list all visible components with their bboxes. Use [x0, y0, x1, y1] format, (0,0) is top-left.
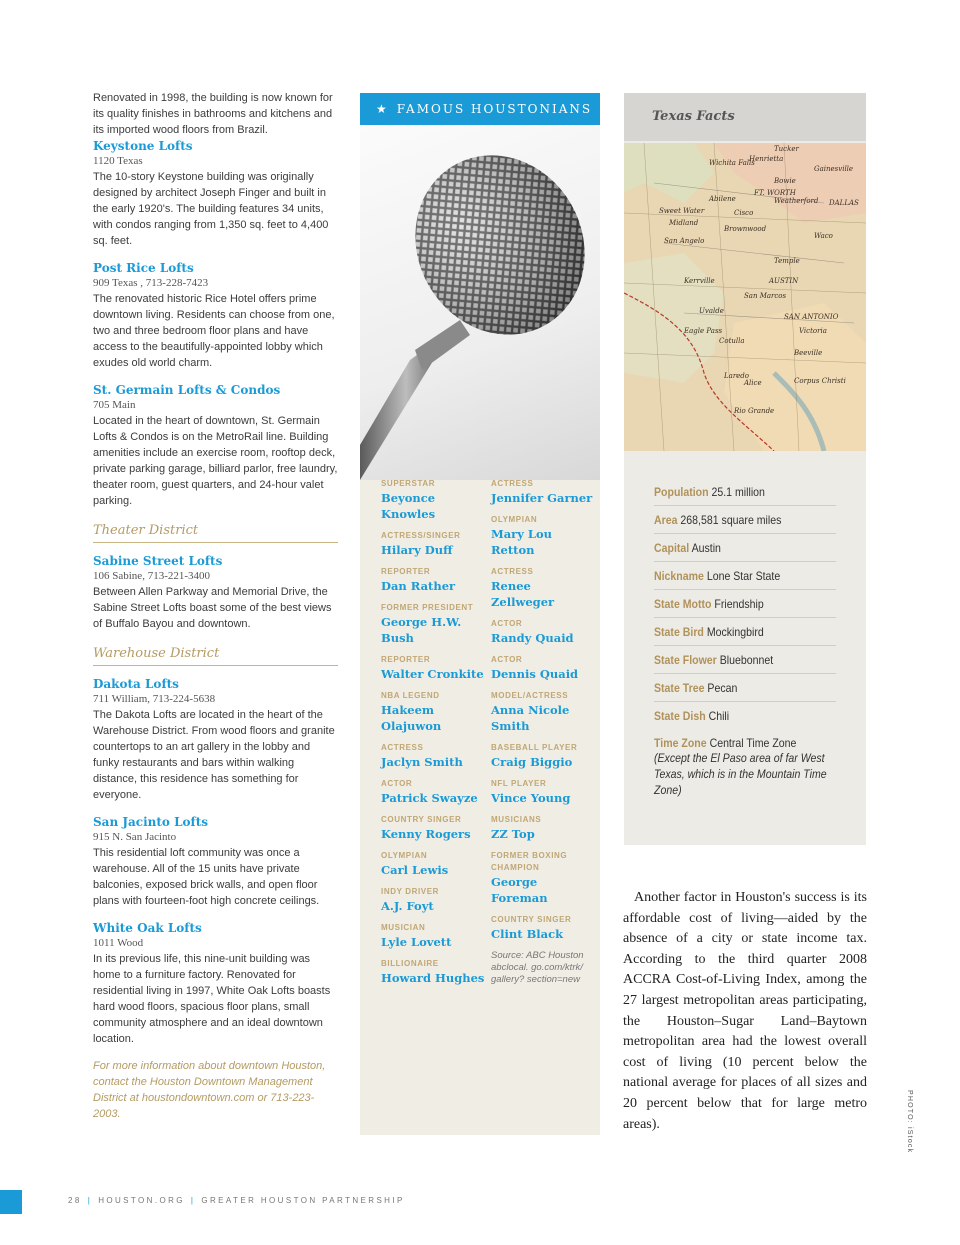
footer-separator: | [87, 1196, 93, 1205]
photo-credit: PHOTO: iStock [906, 1090, 913, 1154]
person-name: Dan Rather [381, 579, 456, 593]
person-name: Randy Quaid [491, 631, 574, 645]
map-label: Midland [669, 219, 699, 227]
person-name: Lyle Lovett [381, 935, 452, 949]
listing-description: The renovated historic Rice Hotel offers prime downtown living. Residents can choose from one, two and three bedroom floor plans and have access to the beautifully-appointed lobby which exudes old world charm. [93, 293, 335, 369]
texas-facts-panel [624, 93, 866, 845]
famous-person [491, 654, 596, 682]
person-name: Beyonce Knowles [381, 491, 436, 521]
listing-description: Located in the heart of downtown, St. Germain Lofts & Condos is on the MetroRail line. Building amenities include an exercise room, rooftop deck, private parking garage, billiard parlor, free laundry, theater room, guest quarters, and 24-hour valet parking. [93, 415, 338, 507]
map-label: Laredo [724, 372, 750, 380]
fact-time-zone [654, 729, 836, 804]
listings-group-theater [93, 553, 338, 632]
person-role: ACTRESS/SINGER [381, 531, 461, 540]
map-label: Tucker [774, 145, 799, 153]
map-label: Beeville [794, 349, 823, 357]
famous-person [381, 566, 486, 594]
listing-description: In its previous life, this nine-unit building was home to a furniture factory. Renovated for residential living in 1997, White Oak Lofts boasts hard wood floors, spacious floor plans, small community atmosphere and an ideal downtown location. [93, 953, 331, 1045]
listing-name: St. Germain Lofts & Condos [93, 383, 281, 397]
map-label: Abilene [709, 195, 736, 203]
map-label: DALLAS [829, 199, 859, 207]
person-role: ACTOR [491, 619, 523, 628]
map-label: Kerrville [684, 277, 715, 285]
listing-address: 106 Sabine, 713-221-3400 [93, 570, 211, 582]
person-role: MUSICIANS [491, 815, 542, 824]
person-role: NBA LEGEND [381, 691, 440, 700]
person-name: Clint Black [491, 927, 564, 941]
fact-value: Chili [708, 709, 730, 723]
map-label: SAN ANTONIO [784, 313, 839, 321]
fact-value: Mockingbird [706, 625, 764, 639]
texas-map-icon [624, 143, 866, 451]
listing-description: The 10-story Keystone building was originally designed by architect Joseph Finger and built in the early 1920's. The building features 34 units, with condos ranging from 1,350 sq. feet to 4,400 sq. feet. [93, 171, 329, 247]
famous-person [381, 654, 486, 682]
listing-name: Sabine Street Lofts [93, 554, 223, 568]
map-label: Wichita Falls [709, 159, 755, 167]
famous-person [381, 886, 486, 914]
map-label: San Angelo [664, 237, 705, 245]
body-paragraph: Another factor in Houston's success is its affordable cost of living—aided by the absence of a city or state income tax. According to the third quarter 2008 ACCRA Cost-of-Living Index, among the 27 largest metropolitan areas participating, the Houston–Sugar Land–Baytown metropolitan area had the lowest overall cost of living (10 percent below the national average for places of all sizes and 20 percent below that for large metro areas). [623, 890, 867, 1132]
map-label: Corpus Christi [794, 377, 846, 385]
microphone-photo [360, 125, 600, 480]
person-name: Renee Zellweger [491, 579, 555, 609]
person-role: BASEBALL PLAYER [491, 743, 578, 752]
person-role: COUNTRY SINGER [381, 815, 462, 824]
fact-label: State Tree [654, 681, 705, 695]
person-role: MODEL/ACTRESS [491, 691, 569, 700]
listing-description: The Dakota Lofts are located in the heart of the Warehouse District. From wood floors and granite countertops to an art gallery in the lobby and funky restaurants and bars within walking distance, this residence has something for everyone. [93, 709, 335, 801]
source-note: Source: ABC Houston abclocal. go.com/ktrk/ gallery? section=new [491, 950, 584, 985]
listing-name: Post Rice Lofts [93, 261, 194, 275]
texas-facts-title: Texas Facts [652, 109, 735, 124]
map-label: FT. WORTH [754, 189, 796, 197]
listings-group-downtown [93, 138, 338, 509]
footer-separator: | [190, 1196, 196, 1205]
person-name: Patrick Swayze [381, 791, 478, 805]
fact-label: Capital [654, 541, 690, 555]
map-label: Weatherford [774, 197, 819, 205]
famous-person [381, 530, 486, 558]
person-name: Walter Cronkite [381, 667, 484, 681]
listing-address: 1011 Wood [93, 937, 144, 949]
fact-row [654, 646, 836, 674]
famous-header-label: FAMOUS HOUSTONIANS [396, 102, 593, 116]
fact-value: Central Time Zone [709, 736, 797, 750]
fact-row [654, 618, 836, 646]
listing-name: San Jacinto Lofts [93, 815, 209, 829]
famous-list-column-a [381, 478, 486, 994]
person-name: Hakeem Olajuwon [381, 703, 442, 733]
famous-person [491, 778, 596, 806]
listing-name: Keystone Lofts [93, 139, 193, 153]
person-name: ZZ Top [491, 827, 535, 841]
listing-description: Between Allen Parkway and Memorial Drive, the Sabine Street Lofts boast some of the best views of Buffalo Bayou and downtown. [93, 586, 332, 630]
listing-address: 705 Main [93, 399, 136, 411]
person-role: OLYMPIAN [381, 851, 428, 860]
person-name: Vince Young [491, 791, 571, 805]
listing-entry [93, 814, 338, 909]
person-name: A.J. Foyt [381, 899, 434, 913]
person-role: FORMER PRESIDENT [381, 603, 474, 612]
famous-person [491, 914, 596, 942]
listing-name: White Oak Lofts [93, 921, 202, 935]
person-name: Hilary Duff [381, 543, 453, 557]
famous-person [381, 850, 486, 878]
person-role: NFL PLAYER [491, 779, 547, 788]
person-name: Mary Lou Retton [491, 527, 553, 557]
fact-label: State Dish [654, 709, 706, 723]
famous-person [381, 742, 486, 770]
listing-address: 915 N. San Jacinto [93, 831, 177, 843]
fact-label: Population [654, 485, 709, 499]
fact-value: Lone Star State [706, 569, 781, 583]
map-label: Alice [744, 379, 762, 387]
person-role: ACTOR [381, 779, 413, 788]
map-label: Henrietta [749, 155, 784, 163]
person-name: Carl Lewis [381, 863, 449, 877]
person-role: ACTRESS [491, 479, 534, 488]
famous-person [381, 922, 486, 950]
fact-value: Friendship [714, 597, 764, 611]
listing-address: 1120 Texas [93, 155, 143, 167]
person-role: SUPERSTAR [381, 479, 436, 488]
texas-map-image [624, 143, 866, 451]
fact-value: Bluebonnet [719, 653, 774, 667]
person-name: George Foreman [491, 875, 548, 905]
fact-row [654, 562, 836, 590]
person-role: REPORTER [381, 567, 431, 576]
famous-houstonians-panel [360, 93, 600, 1135]
footer-site: HOUSTON.ORG [98, 1196, 185, 1205]
person-name: Anna Nicole Smith [491, 703, 570, 733]
famous-houstonians-header [360, 93, 600, 125]
star-icon: ★ [376, 102, 389, 116]
person-role: INDY DRIVER [381, 887, 440, 896]
fact-row [654, 674, 836, 702]
map-label: Uvalde [699, 307, 724, 315]
microphone-icon [360, 125, 600, 480]
listing-address: 711 William, 713-224-5638 [93, 693, 216, 705]
person-name: Howard Hughes [381, 971, 485, 985]
listing-description: This residential loft community was once a warehouse. All of the 15 units have private balconies, exposed brick walls, and open floor plans with fourteen-foot high concrete ceilings. [93, 847, 320, 907]
listing-entry [93, 676, 338, 803]
map-label: Rio Grande [734, 407, 775, 415]
listing-entry [93, 553, 338, 632]
person-role: REPORTER [381, 655, 431, 664]
famous-list-column-b [491, 478, 596, 986]
person-role: BILLIONAIRE [381, 959, 439, 968]
famous-person [491, 478, 596, 506]
map-label: San Marcos [744, 292, 787, 300]
body-text [623, 888, 867, 1135]
famous-person [491, 618, 596, 646]
left-column [93, 90, 338, 1122]
famous-person [491, 566, 596, 610]
fact-value: 268,581 square miles [680, 513, 782, 527]
famous-person [491, 690, 596, 734]
district-heading-warehouse: Warehouse District [93, 646, 338, 666]
fact-value: Austin [691, 541, 721, 555]
famous-person [381, 478, 486, 522]
map-label: Sweet Water [659, 207, 705, 215]
person-name: Jaclyn Smith [381, 755, 463, 769]
fact-value: 25.1 million [711, 485, 765, 499]
page-footer [68, 1196, 405, 1205]
person-role: MUSICIAN [381, 923, 426, 932]
famous-person [381, 602, 486, 646]
listing-entry [93, 260, 338, 371]
person-role: ACTRESS [381, 743, 424, 752]
fact-label: State Flower [654, 653, 717, 667]
fact-value: Pecan [707, 681, 738, 695]
famous-person [491, 814, 596, 842]
map-label: Cotulla [719, 337, 745, 345]
person-role: ACTRESS [491, 567, 534, 576]
fact-label: Area [654, 513, 678, 527]
map-label: Waco [814, 232, 833, 240]
person-name: Craig Biggio [491, 755, 573, 769]
person-role: COUNTRY SINGER [491, 915, 572, 924]
famous-person [491, 850, 596, 906]
listing-entry [93, 382, 338, 509]
listings-group-warehouse [93, 676, 338, 1047]
map-label: Bowie [774, 177, 796, 185]
famous-person [381, 814, 486, 842]
fact-row [654, 590, 836, 618]
person-role: OLYMPIAN [491, 515, 538, 524]
fact-row [654, 506, 836, 534]
map-label: Gainesville [814, 165, 854, 173]
listing-entry [93, 138, 338, 249]
footer-org: GREATER HOUSTON PARTNERSHIP [201, 1196, 405, 1205]
famous-person [381, 958, 486, 986]
person-role: ACTOR [491, 655, 523, 664]
person-name: Jennifer Garner [491, 491, 593, 505]
person-name: Dennis Quaid [491, 667, 579, 681]
famous-person [381, 778, 486, 806]
fact-row [654, 534, 836, 562]
fact-label: State Bird [654, 625, 704, 639]
person-name: Kenny Rogers [381, 827, 471, 841]
more-info-note: For more information about downtown Houston, contact the Houston Downtown Management District at houstondowntown.com or 713-223-2003. [93, 1060, 326, 1120]
listing-entry [93, 920, 338, 1047]
fact-row [654, 478, 836, 506]
facts-list [654, 478, 836, 804]
person-name: George H.W. Bush [381, 615, 462, 645]
fact-row [654, 702, 836, 729]
famous-person [491, 742, 596, 770]
fact-label: Time Zone [654, 736, 707, 750]
texas-facts-header [624, 93, 866, 141]
map-label: Victoria [799, 327, 827, 335]
fact-label: State Motto [654, 597, 712, 611]
map-label: Cisco [734, 209, 754, 217]
person-role: FORMER BOXING CHAMPION [491, 851, 568, 872]
map-label: Brownwood [724, 225, 767, 233]
famous-person [381, 690, 486, 734]
map-label: Eagle Pass [684, 327, 723, 335]
map-label: AUSTIN [769, 277, 799, 285]
fact-note: (Except the El Paso area of far West Texas, which is in the Mountain Time Zone) [654, 751, 827, 797]
fact-label: Nickname [654, 569, 704, 583]
district-heading-theater: Theater District [93, 523, 338, 543]
map-label: Temple [774, 257, 800, 265]
intro-paragraph: Renovated in 1998, the building is now known for its quality finishes in bathrooms and kitchens and its imported wood floors from Brazil. [93, 92, 333, 136]
listing-name: Dakota Lofts [93, 677, 179, 691]
listing-address: 909 Texas , 713-228-7423 [93, 277, 209, 289]
footer-accent-bar [0, 1190, 22, 1214]
famous-person [491, 514, 596, 558]
page-number: 28 [68, 1196, 82, 1205]
